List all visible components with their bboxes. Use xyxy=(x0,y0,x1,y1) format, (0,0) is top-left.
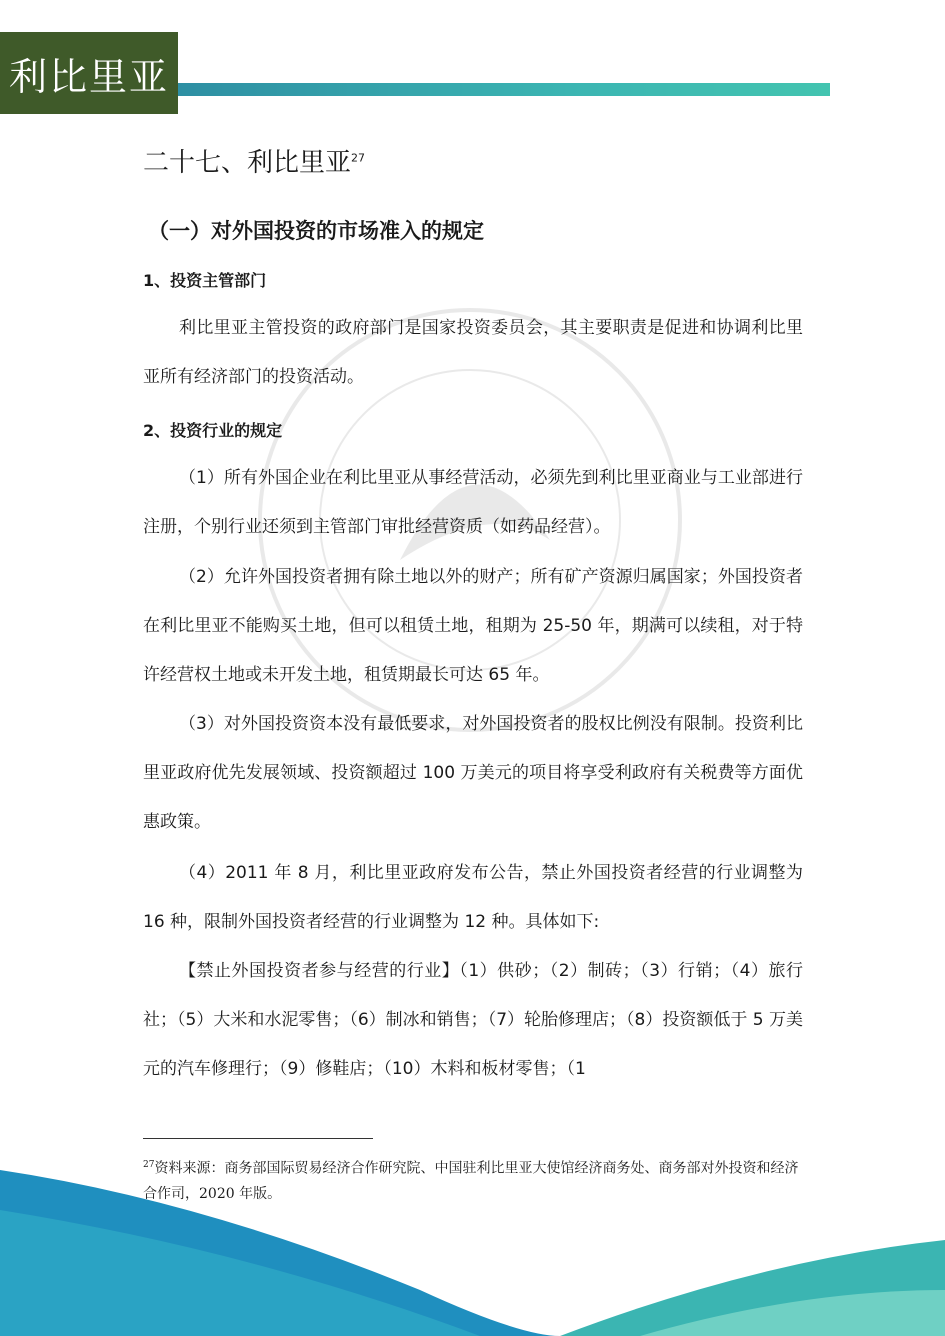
page-title: 二十七、利比里亚$^{27}$ xyxy=(143,148,366,178)
section-heading: （一）对外国投资的市场准入的规定 xyxy=(148,219,484,243)
paragraph-3: （2）允许外国投资者拥有除土地以外的财产；所有矿产资源归属国家；外国投资者在利比里亚不能购买土地，但可以租赁土地，租期为 25-50 年，期满可以续租，对于特许经营权土地或未开发土地，租赁期最长可达 65 年。 xyxy=(143,567,803,685)
footer-wave-decoration xyxy=(0,1140,945,1336)
footnote: $^{27}$资料来源：商务部国际贸易经济合作研究院、中国驻利比里亚大使馆经济商务处、商务部对外投资和经济合作司，2020 年版。 xyxy=(143,1160,799,1202)
chapter-tab: 利比里亚 xyxy=(0,32,178,114)
paragraph-4: （3）对外国投资资本没有最低要求，对外国投资者的股权比例没有限制。投资利比里亚政府优先发展领域、投资额超过 100 万美元的项目将享受利政府有关税费等方面优惠政策。 xyxy=(143,714,803,832)
subheading-2: 2、投资行业的规定 xyxy=(143,421,283,440)
footnote-divider xyxy=(143,1138,373,1139)
header-accent-bar xyxy=(178,83,830,96)
footnote-ref: 27 xyxy=(351,151,366,165)
paragraph-1: 利比里亚主管投资的政府部门是国家投资委员会，其主要职责是促进和协调利比里亚所有经济部门的投资活动。 xyxy=(143,318,803,387)
paragraph-2: （1）所有外国企业在利比里亚从事经营活动，必须先到利比里亚商业与工业部进行注册，个别行业还须到主管部门审批经营资质（如药品经营）。 xyxy=(143,468,803,537)
subheading-1: 1、投资主管部门 xyxy=(143,271,267,290)
paragraph-6: 【禁止外国投资者参与经营的行业】（1）供砂；（2）制砖；（3）行销；（4）旅行社；（5）大米和水泥零售；（6）制冰和销售；（7）轮胎修理店；（8）投资额低于 5 万美元的汽车修理行；（9）修鞋店；（10）木料和板材零售；（1 xyxy=(143,961,803,1079)
paragraph-5: （4）2011 年 8 月，利比里亚政府发布公告，禁止外国投资者经营的行业调整为 16 种，限制外国投资者经营的行业调整为 12 种。具体如下: xyxy=(143,863,803,932)
